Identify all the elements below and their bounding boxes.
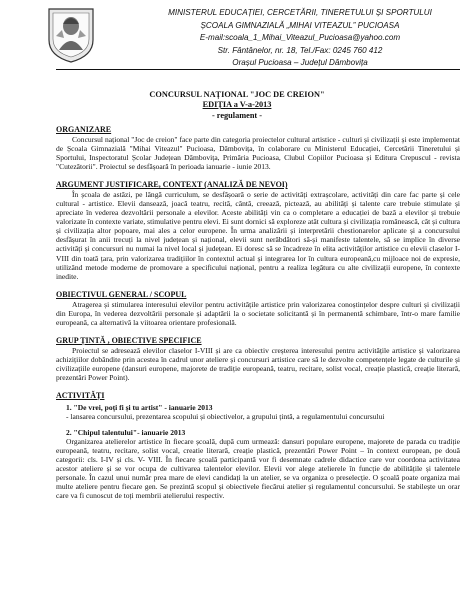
- section-heading: ARGUMENT JUSTIFICARE, CONTEXT (ANALIZĂ DE NEVOI): [56, 180, 288, 190]
- section-activitati: [56, 391, 460, 500]
- section-heading: ORGANIZARE: [56, 125, 112, 134]
- document-body: [56, 125, 460, 500]
- title-subtitle: - regulament -: [211, 110, 263, 120]
- section-heading: OBIECTIVUL GENERAL / SCOPUL: [56, 289, 187, 299]
- document-title: [0, 90, 474, 121]
- header-divider: [56, 69, 460, 70]
- section-heading: ACTIVITĂȚI: [56, 390, 105, 400]
- section-argument: [56, 180, 460, 280]
- section-obiectiv: [56, 290, 460, 327]
- letterhead-ministry: MINISTERUL EDUCAȚIEI, CERCETĂRII, TINERETULUI ȘI SPORTULUI: [168, 8, 432, 17]
- activity-title: 1. "De vrei, poți fi și tu artist" - ianuarie 2013: [66, 402, 213, 412]
- school-crest-icon: [46, 6, 96, 64]
- letterhead-city: Orașul Pucioasa – Județul Dâmbovița: [232, 58, 368, 68]
- activity-item: [56, 403, 460, 421]
- section-grup-tinta: [56, 336, 460, 382]
- letterhead: [150, 7, 450, 70]
- activity-title: 2. "Chipul talentului"- ianuarie 2013: [66, 428, 186, 438]
- letterhead-address: Str. Fântânelor, nr. 18, Tel./Fax: 0245 760 412: [217, 45, 383, 55]
- activity-item: [56, 428, 460, 500]
- section-paragraph: Concursul național "Joc de creion" face parte din categoria proiectelor cultural artistice - culturi și civilizații și este implementat de Școala Gimnazială "Mihai Viteazul" Pucioasa, Dâmbovița, în colaborare cu Ministerul Educației, Cercetării Tineretului și Sportului, Inspectoratul Școlar Județean Dâmbovița, Primăria Pucioasa, Clubul Copiilor Pucioasa și Editura Crepuscul - revista "Cutezătorii". Proiectul se desfășoară în perioada ianuarie - iunie 2013.: [56, 135, 460, 172]
- activity-description: Organizarea atelierelor artistice în fiecare școală, după cum urmează: dansuri populare europene, majorete de parada cu tradiție europeană, teatru, recitare, solist vocal, creatie literară, creație plastică, prezentări Power Point – în context european, pe două categorii: cls. I-IV și cls. V- VIII. În fiecare școală participantă vor fi desemnate cadrele didactice care vor coordona activitatea acestor ateliere și se vor ocupa de cultivarea talentelor elevilor. Elevii vor alege atelierele în funcție de abilitățile și talentele personale. În cazul unui număr prea mare de elevi candidați la un atelier, se va organiza o preselecție. O școală poate organiza mai multe ateliere pentru fiecare gen. Se prezintă scopul și obiectivele fiecărui atelier și regulamentul concursului. Se stabilește un orar care va fi cunoscut de toți membrii atelierului respectiv.: [56, 437, 460, 501]
- section-paragraph: Proiectul se adresează elevilor claselor I-VIII și are ca obiectiv creșterea interesului pentru activitățile artistice și valorizarea achizițiilor dobândite prin acestea în cadrul unor ateliere și concursuri artistice care să le dezvolte competențele legate de culturile și civilizațiile europene (dansuri europene, majorete de tradiție europeană, teatru, recitare, solist vocal, creație plastică, creație literară, prezentări Power Point).: [56, 345, 460, 382]
- letterhead-school: ȘCOALA GIMNAZIALĂ „MIHAI VITEAZUL” PUCIOASA: [200, 20, 400, 30]
- section-heading: GRUP ȚINTĂ , OBIECTIVE SPECIFICE: [56, 335, 202, 345]
- section-organizare: [56, 125, 460, 171]
- activity-description: - lansarea concursului, prezentarea scopului și obiectivelor, a grupului țintă, a regulamentului concursului: [66, 412, 385, 422]
- section-paragraph: Atragerea și stimularea interesului elevilor pentru activitățile artistice prin valorizarea conoștințelor despre culturi și civilizații din Europa, în vederea dezvoltării personale și adaptării la o societate solicitantă și în permanentă schimbare, într-o mare familie europeană, ca alternativă la viitoarea orientare profesională.: [56, 299, 460, 327]
- title-edition: EDIȚIA a V-a-2013: [202, 100, 272, 110]
- letterhead-email: E-mail:scoala_1_Mihai_Viteazul_Pucioasa@yahoo.com: [199, 33, 401, 43]
- section-paragraph: În școala de astăzi, pe lângă curriculum, se desfășoară o serie de activități extrașcolare, activități din care fac parte și cele cultural - artistice. Elevii dansează, joacă teatru, recită, cântă, creează, pictează, au abilități și talente care trebuie stimulate și apreciate în vederea dezvoltării personale a elevilor. Aceste abilități vin ca o completare a educației de bază a elevilor și trebuie valorizate în contexte variate, stimulative pentru elevi. Ei sunt dornici să exploreze atât cultura și civilizația românească, cât și cultura și civilizația altor popoare, mai ales a celor europene. În urma analizării și interpretării chestionarelor aplicate și a concursului desfășurat în anii trecuți la nivel județean și național, elevii sunt nerăbdători să-și manifeste talentele, să se implice în diverse activități și concursuri nu numai la nivel local și județean. Ei doresc să se încadreze în elita activităților artistice cu elevii claselor I-VIII din toată țara, prin valorizarea tradițiilor în contextul actual și integrarea lor în cultura europeană,cu mijloace noi de expresie, utilizând metode moderne de promovare a specificului național, pentru a realiza legătura cu alte civilizații europene, în contexte inedite.: [56, 190, 461, 281]
- title-contest: CONCURSUL NAȚIONAL "JOC DE CREION": [149, 90, 325, 99]
